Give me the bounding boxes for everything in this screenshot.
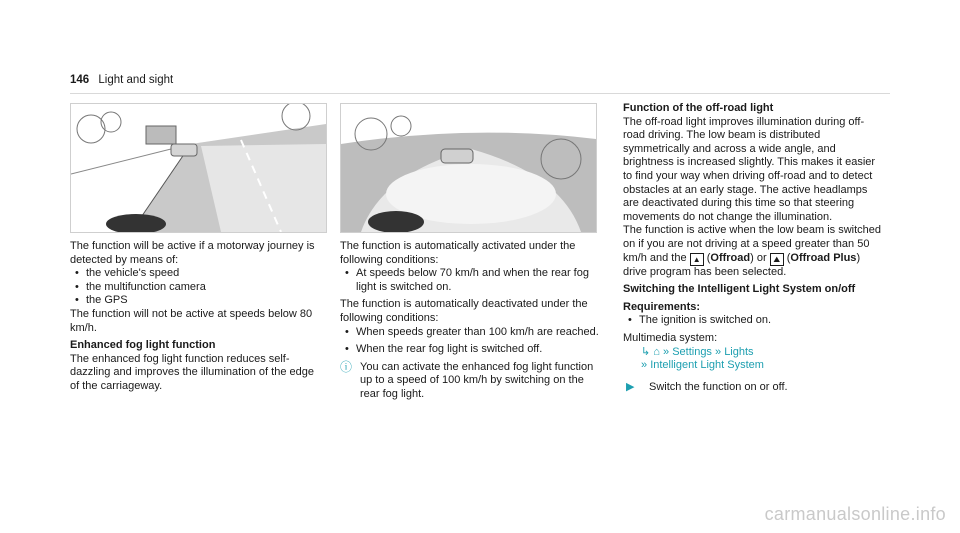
path-arrow-icon: ↳ bbox=[641, 345, 651, 358]
section-heading: Enhanced fog light function bbox=[70, 339, 216, 352]
offroad-description: The off-road light improves illumination during off-road driving. The low beam is distributed symmetrically and across a wide angle, and brightness is increased slightly. This makes it easier to find your way when driving off-road and to detect obstacles at an early stage. The active headlamps are deactivated during this time so that steering movements do not change the illumination. bbox=[623, 115, 876, 223]
column-1 bbox=[70, 240, 325, 394]
column-3 bbox=[623, 102, 885, 394]
chevron-right-icon: » bbox=[641, 359, 648, 372]
menu-path bbox=[623, 346, 885, 360]
deactivated-intro: The function is automatically deactivated under the following conditions: bbox=[340, 298, 588, 324]
action-step bbox=[623, 381, 885, 395]
chevron-right-icon: » bbox=[663, 345, 670, 358]
section-title: Light and sight bbox=[98, 74, 174, 86]
list-item: • At speeds below 70 km/h and when the rear fog light is switched on. bbox=[340, 267, 605, 294]
note-text: You can activate the enhanced fog light function up to a speed of 100 km/h by switching on the rear fog light. bbox=[360, 360, 594, 400]
list-item: • The ignition is switched on. bbox=[623, 314, 885, 328]
list-item: • the vehicle's speed bbox=[70, 267, 325, 281]
motorway-illustration bbox=[70, 103, 327, 233]
home-icon: ⌂ bbox=[653, 345, 660, 358]
section-heading: Switching the Intelligent Light System on/off bbox=[623, 283, 856, 296]
multimedia-label: Multimedia system: bbox=[623, 331, 718, 344]
list-item: • When speeds greater than 100 km/h are reached. bbox=[340, 326, 605, 340]
page-header bbox=[70, 74, 173, 86]
requirements-label: Requirements: bbox=[623, 300, 701, 313]
header-divider bbox=[70, 93, 890, 94]
list-item: • the multifunction camera bbox=[70, 281, 325, 295]
inactive-text: The function will not be active at speeds below 80 km/h. bbox=[70, 307, 313, 334]
action-arrow-icon: ▶ bbox=[626, 380, 635, 393]
info-note bbox=[340, 361, 605, 402]
watermark: carmanualsonline.info bbox=[764, 504, 946, 524]
section-text: The enhanced fog light function reduces self-dazzling and improves the illumination of the edge of the carriageway. bbox=[70, 352, 314, 392]
intelligent-light-system-menu-item[interactable]: Intelligent Light System bbox=[650, 359, 764, 372]
list-item: • When the rear fog light is switched off. bbox=[340, 343, 605, 357]
fog-light-illustration bbox=[340, 103, 597, 233]
offroad-active-conditions: The function is active when the low beam is switched on if you are not driving at a speed greater than 50 km/h and the ▲ (Offroad) or ⛰ (Offroad Plus) drive program has been selected. bbox=[623, 224, 882, 278]
activation-intro: The function will be active if a motorway journey is detected by means of: bbox=[70, 240, 315, 266]
section-heading: Function of the off-road light bbox=[623, 102, 774, 114]
settings-menu-item[interactable]: Settings bbox=[672, 345, 712, 358]
lights-menu-item[interactable]: Lights bbox=[724, 345, 754, 358]
menu-path-continued bbox=[623, 359, 885, 373]
action-text: Switch the function on or off. bbox=[649, 380, 788, 393]
list-item: • the GPS bbox=[70, 294, 325, 308]
offroad-program-icon: ▲ bbox=[690, 253, 704, 266]
activated-intro: The function is automatically activated under the following conditions: bbox=[340, 240, 576, 266]
offroad-plus-program-icon: ⛰ bbox=[770, 253, 784, 266]
page-number: 146 bbox=[70, 74, 90, 86]
column-2 bbox=[340, 240, 605, 402]
info-icon: ⓘ bbox=[340, 359, 353, 374]
chevron-right-icon: » bbox=[715, 345, 722, 358]
